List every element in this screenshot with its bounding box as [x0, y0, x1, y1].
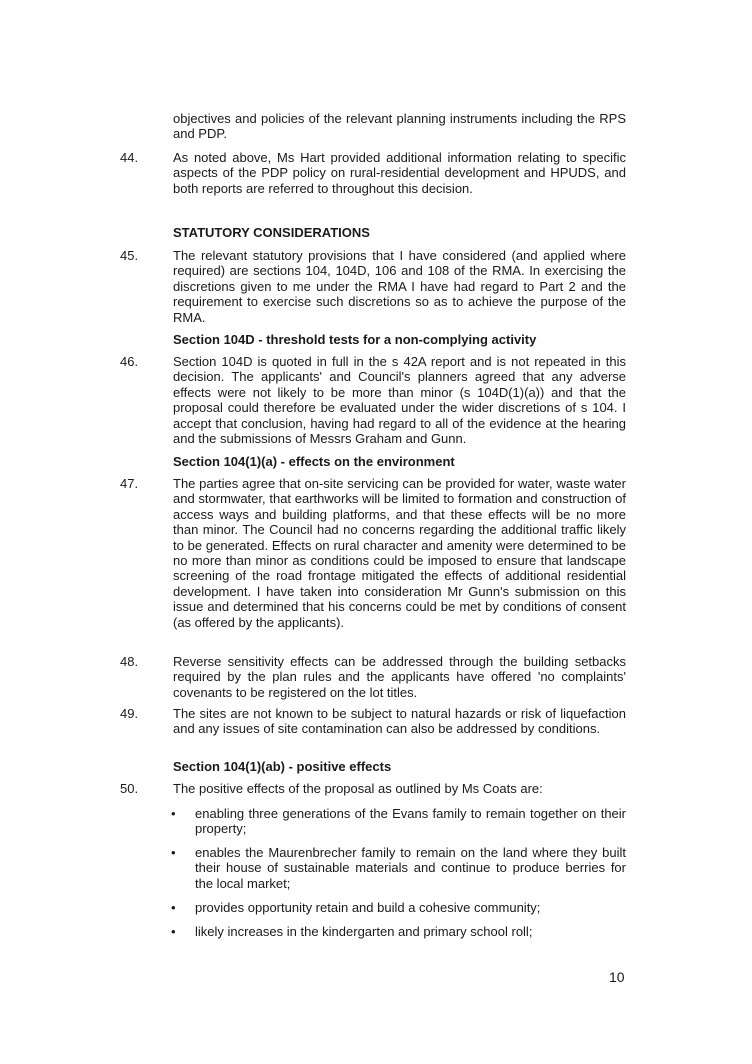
- paragraph-49: The sites are not known to be subject to natural hazards or risk of liquefaction and any issues of site contamination can also be addressed by conditions.: [173, 706, 626, 737]
- subheading-section-104d: Section 104D - threshold tests for a non-complying activity: [173, 332, 537, 347]
- paragraph-number-48: 48.: [120, 654, 139, 669]
- bullet-item: likely increases in the kindergarten and primary school roll;: [195, 924, 533, 939]
- page-number: 10: [609, 969, 625, 985]
- paragraph-50: The positive effects of the proposal as outlined by Ms Coats are:: [173, 781, 543, 796]
- paragraph-number-44: 44.: [120, 150, 139, 165]
- subheading-section-104-1-ab: Section 104(1)(ab) - positive effects: [173, 759, 392, 774]
- paragraph-47: The parties agree that on-site servicing can be provided for water, waste water and stormwater, that earthworks will be limited to formation and construction of access ways and building platforms, and that these effects will be no more than minor. The Council had no concerns regarding the additional traffic likely to be generated. Effects on rural character and amenity were determined to be no more than minor as conditions could be imposed to ensure that landscape screening of the road frontage mitigated the effects of additional residential development. I have taken into consideration Mr Gunn's submission on this issue and determined that his concerns could be met by conditions of consent (as offered by the applicants).: [173, 476, 626, 630]
- section-heading-statutory-considerations: STATUTORY CONSIDERATIONS: [173, 225, 370, 240]
- bullet-marker: •: [171, 924, 176, 939]
- bullet-marker: •: [171, 806, 176, 821]
- paragraph-number-45: 45.: [120, 248, 139, 263]
- paragraph-intro-continuation: objectives and policies of the relevant planning instruments including the RPS and PDP.: [173, 111, 626, 142]
- paragraph-44: As noted above, Ms Hart provided additional information relating to specific aspects of the PDP policy on rural-residential development and HPUDS, and both reports are referred to throughout this decision.: [173, 150, 626, 196]
- paragraph-number-46: 46.: [120, 354, 139, 369]
- paragraph-46: Section 104D is quoted in full in the s 42A report and is not repeated in this decision. The applicants' and Council's planners agreed that any adverse effects were not likely to be more than minor (s 104D(1)(a)) and that the proposal could therefore be evaluated under the wider discretions of s 104. I accept that conclusion, having had regard to all of the evidence at the hearing and the submissions of Messrs Graham and Gunn.: [173, 354, 626, 447]
- bullet-item: enabling three generations of the Evans family to remain together on their property;: [195, 806, 626, 837]
- bullet-item: provides opportunity retain and build a cohesive community;: [195, 900, 541, 915]
- bullet-marker: •: [171, 900, 176, 915]
- paragraph-45: The relevant statutory provisions that I have considered (and applied where required) are sections 104, 104D, 106 and 108 of the RMA. In exercising the discretions given to me under the RMA I have had regard to Part 2 and the requirement to exercise such discretions so as to achieve the purpose of the RMA.: [173, 248, 626, 325]
- paragraph-number-49: 49.: [120, 706, 139, 721]
- paragraph-number-50: 50.: [120, 781, 139, 796]
- paragraph-48: Reverse sensitivity effects can be addressed through the building setbacks required by the plan rules and the applicants have offered 'no complaints' covenants to be registered on the lot titles.: [173, 654, 626, 700]
- subheading-section-104-1-a: Section 104(1)(a) - effects on the environment: [173, 454, 455, 469]
- bullet-item: enables the Maurenbrecher family to remain on the land where they built their house of sustainable materials and continue to produce berries for the local market;: [195, 845, 626, 891]
- bullet-marker: •: [171, 845, 176, 860]
- paragraph-number-47: 47.: [120, 476, 139, 491]
